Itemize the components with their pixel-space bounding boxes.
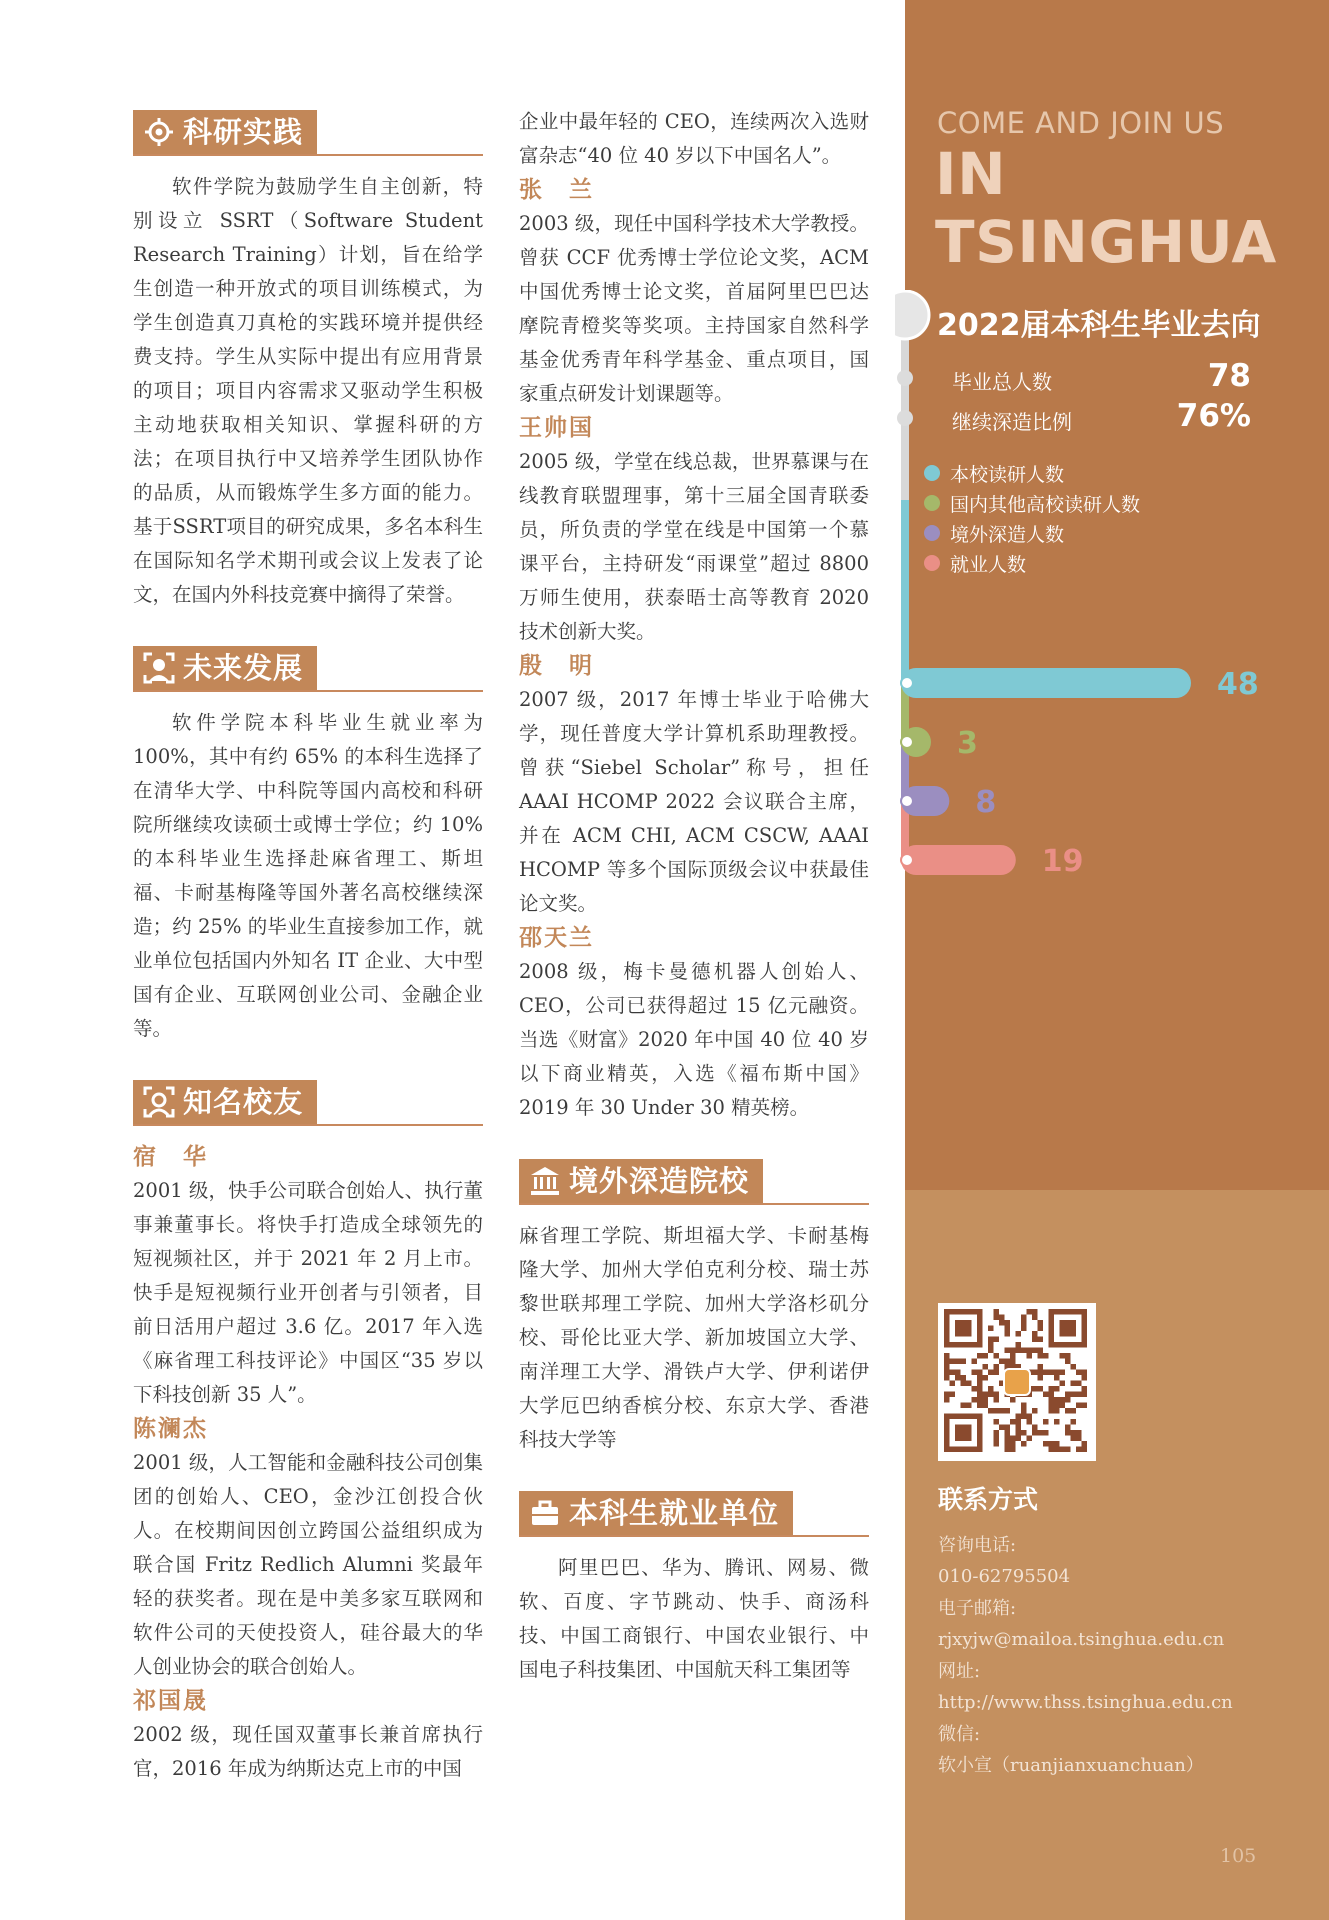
qr-module bbox=[1005, 1359, 1011, 1365]
qr-module bbox=[999, 1408, 1005, 1414]
qr-module bbox=[1010, 1419, 1016, 1425]
contact-block bbox=[938, 1484, 1318, 1782]
qr-module bbox=[950, 1392, 956, 1398]
qr-module bbox=[1060, 1403, 1066, 1409]
chart-bar-dot bbox=[901, 854, 913, 866]
qr-module bbox=[1005, 1436, 1011, 1442]
alumni-name: 宿 华 bbox=[133, 1143, 208, 1170]
qr-module bbox=[1054, 1375, 1060, 1381]
qr-module bbox=[1016, 1414, 1022, 1420]
chart-value-label: 48 bbox=[1217, 667, 1259, 702]
qr-module bbox=[988, 1392, 994, 1398]
section-header-abroad bbox=[519, 1159, 869, 1205]
qr-module bbox=[1043, 1370, 1049, 1376]
qr-module bbox=[961, 1381, 967, 1387]
qr-module bbox=[966, 1381, 972, 1387]
qr-module bbox=[1021, 1315, 1027, 1321]
qr-module bbox=[983, 1403, 989, 1409]
qr-module bbox=[994, 1419, 1000, 1425]
qr-module bbox=[950, 1359, 956, 1365]
qr-module bbox=[988, 1348, 994, 1354]
qr-module bbox=[1082, 1370, 1088, 1376]
qr-module bbox=[994, 1309, 1000, 1315]
chart-bar bbox=[901, 668, 1191, 698]
qr-module bbox=[1065, 1425, 1071, 1431]
qr-module bbox=[1038, 1337, 1044, 1343]
qr-module bbox=[1027, 1419, 1033, 1425]
section-title: 知名校友 bbox=[183, 1085, 304, 1119]
section-header-employers bbox=[519, 1491, 869, 1537]
alumni-bio-continued: 企业中最年轻的 CEO，连续两次入选财富杂志“40 位 40 岁以下中国名人”。 bbox=[519, 110, 869, 167]
qr-module bbox=[1016, 1342, 1022, 1348]
legend-item: 本校读研人数 bbox=[924, 458, 1140, 488]
qr-module bbox=[1054, 1408, 1060, 1414]
future-text: 软件学院本科毕业生就业率为100%，其中有约 65% 的本科生选择了在清华大学、中科院等国内高校和科研院所继续攻读硕士或博士学位；约 10% 的本科毕业生选择赴麻省理工、斯坦福、卡耐基梅隆等国外著名高校继续深造；约 25% 的毕业生直接参加工作，就业单位包括国内外知名 IT 企业、大中型国有企业、互联网创业公司、金融企业等。 bbox=[133, 711, 483, 1040]
section-title: 未来发展 bbox=[183, 651, 304, 685]
qr-module bbox=[1027, 1309, 1033, 1315]
chart-axis-dot bbox=[897, 370, 913, 386]
qr-module bbox=[983, 1375, 989, 1381]
qr-module bbox=[1076, 1392, 1082, 1398]
qr-module bbox=[1038, 1326, 1044, 1332]
alumni-bio: 2007 级，2017 年博士毕业于哈佛大学，现任普度大学计算机系助理教授。曾获“Siebel Scholar”称号，担任 AAAI HCOMP 2022 会议联合主席，并在 ACM CHI, ACM CSCW, AAAI HCOMP 等多个国际顶级会议中获最佳论文奖。 bbox=[519, 688, 869, 915]
alumni-name: 殷 明 bbox=[519, 652, 594, 679]
qr-module bbox=[1065, 1447, 1071, 1453]
qr-module bbox=[1043, 1430, 1049, 1436]
qr-module bbox=[1076, 1381, 1082, 1387]
alumni-name: 陈澜杰 bbox=[133, 1415, 208, 1442]
qr-module bbox=[1043, 1441, 1049, 1447]
briefcase-icon bbox=[529, 1497, 561, 1529]
qr-module bbox=[1032, 1430, 1038, 1436]
qr-module bbox=[994, 1370, 1000, 1376]
middle-column bbox=[519, 105, 869, 1687]
qr-module bbox=[1038, 1370, 1044, 1376]
qr-module bbox=[1060, 1397, 1066, 1403]
alumni-name: 祁国晟 bbox=[133, 1687, 208, 1714]
qr-module bbox=[1005, 1447, 1011, 1453]
qr-module bbox=[994, 1408, 1000, 1414]
qr-module bbox=[1021, 1326, 1027, 1332]
qr-module bbox=[1049, 1386, 1055, 1392]
qr-module bbox=[1032, 1408, 1038, 1414]
qr-module bbox=[1043, 1392, 1049, 1398]
chart-bar-dot bbox=[901, 795, 913, 807]
alumni-name: 王帅国 bbox=[519, 414, 594, 441]
qr-module bbox=[977, 1386, 983, 1392]
ratio-label: 继续深造比例 bbox=[952, 410, 1072, 434]
qr-module bbox=[944, 1375, 950, 1381]
person-target-icon bbox=[143, 652, 175, 684]
qr-module bbox=[1076, 1436, 1082, 1442]
qr-module bbox=[1005, 1425, 1011, 1431]
alumni-bio: 2005 级，学堂在线总裁，世界慕课与在线教育联盟理事，第十三届全国青联委员，所负责的学堂在线是中国第一个慕课平台，主持研发“雨课堂”超过 8800 万师生使用，获泰晤士高等教育 2020 技术创新大奖。 bbox=[519, 450, 869, 643]
alumni-bio: 2008 级，梅卡曼德机器人创始人、CEO，公司已获得超过 15 亿元融资。当选《财富》2020 年中国 40 位 40 岁以下商业精英，入选《福布斯中国》2019 年 30 Under 30 精英榜。 bbox=[519, 960, 869, 1119]
qr-module bbox=[1005, 1331, 1011, 1337]
qr-module bbox=[1010, 1436, 1016, 1442]
qr-module bbox=[1065, 1353, 1071, 1359]
qr-module bbox=[988, 1386, 994, 1392]
email-label: 电子邮箱: bbox=[938, 1597, 1017, 1619]
section-title: 本科生就业单位 bbox=[569, 1496, 780, 1530]
legend-item: 国内其他高校读研人数 bbox=[924, 488, 1140, 518]
qr-module bbox=[994, 1315, 1000, 1321]
legend-item: 就业人数 bbox=[924, 548, 1140, 578]
qr-module bbox=[994, 1337, 1000, 1343]
qr-module bbox=[1060, 1370, 1066, 1376]
qr-module bbox=[994, 1397, 1000, 1403]
qr-module bbox=[1005, 1430, 1011, 1436]
section-header-research bbox=[133, 110, 483, 156]
qr-module bbox=[1038, 1386, 1044, 1392]
person-frame-icon bbox=[143, 1086, 175, 1118]
qr-module bbox=[1010, 1353, 1016, 1359]
qr-module bbox=[972, 1359, 978, 1365]
qr-module bbox=[1071, 1436, 1077, 1442]
qr-module bbox=[977, 1381, 983, 1387]
qr-finder-core bbox=[955, 1320, 972, 1337]
alumni-bio: 2001 级，人工智能和金融科技公司创集团的创始人、CEO，金沙江创投合伙人。在校期间因创立跨国公益组织成为联合国 Fritz Redlich Alumni 奖最年轻的获奖者。现在是中美多家互联网和软件公司的天使投资人，硅谷最大的华人创业协会的联合创始人。 bbox=[133, 1451, 483, 1678]
qr-module bbox=[1010, 1348, 1016, 1354]
qr-module bbox=[1010, 1397, 1016, 1403]
section-header-future bbox=[133, 646, 483, 692]
qr-module bbox=[1049, 1403, 1055, 1409]
qr-module bbox=[1054, 1441, 1060, 1447]
qr-module bbox=[1071, 1392, 1077, 1398]
qr-module bbox=[1060, 1353, 1066, 1359]
qr-module bbox=[1065, 1408, 1071, 1414]
qr-finder-core bbox=[1060, 1320, 1077, 1337]
alumni-name: 张 兰 bbox=[519, 176, 594, 203]
qr-module bbox=[977, 1403, 983, 1409]
qr-module bbox=[1054, 1370, 1060, 1376]
qr-module bbox=[999, 1320, 1005, 1326]
qr-module bbox=[972, 1370, 978, 1376]
qr-module bbox=[1071, 1364, 1077, 1370]
qr-module bbox=[1071, 1381, 1077, 1387]
section-title: 科研实践 bbox=[183, 115, 304, 149]
qr-module bbox=[1065, 1359, 1071, 1365]
qr-module bbox=[1010, 1359, 1016, 1365]
qr-module bbox=[955, 1359, 961, 1365]
chart-axis-head bbox=[895, 291, 929, 339]
gear-people-icon bbox=[143, 116, 175, 148]
legend-item: 境外深造人数 bbox=[924, 518, 1140, 548]
qr-module bbox=[1038, 1353, 1044, 1359]
research-text: 软件学院为鼓励学生自主创新，特别设立 SSRT（Software Student Research Training）计划，旨在给学生创造一种开放式的项目训练模式，为学生创造真刀真枪的实践环境并提供经费支持。学生从实际中提出有应用背景的项目；项目内容需求又驱动学生积极主动地获取相关知识、掌握科研的方法；在项目执行中又培养学生团队协作的品质，从而锻炼学生多方面的能力。基于SSRT项目的研究成果，多名本科生在国际知名学术期刊或会议上发表了论文，在国内外科技竞赛中摘得了荣誉。 bbox=[133, 175, 483, 606]
qr-module bbox=[983, 1397, 989, 1403]
chart-axis-dot bbox=[897, 410, 913, 426]
qr-module bbox=[1016, 1419, 1022, 1425]
qr-module bbox=[1021, 1441, 1027, 1447]
qr-module bbox=[1060, 1381, 1066, 1387]
qr-module bbox=[1016, 1348, 1022, 1354]
qr-module bbox=[1032, 1337, 1038, 1343]
qr-module bbox=[944, 1392, 950, 1398]
qr-module bbox=[1076, 1370, 1082, 1376]
qr-module bbox=[988, 1326, 994, 1332]
qr-module bbox=[999, 1359, 1005, 1365]
qr-module bbox=[1049, 1392, 1055, 1398]
qr-module bbox=[1038, 1375, 1044, 1381]
qr-module bbox=[966, 1403, 972, 1409]
qr-module bbox=[1038, 1430, 1044, 1436]
web-label: 网址: bbox=[938, 1660, 981, 1682]
qr-module bbox=[1032, 1315, 1038, 1321]
qr-module bbox=[994, 1364, 1000, 1370]
qr-module bbox=[950, 1370, 956, 1376]
total-label: 毕业总人数 bbox=[952, 370, 1052, 394]
qr-module bbox=[950, 1381, 956, 1387]
qr-module bbox=[1005, 1348, 1011, 1354]
qr-module bbox=[944, 1370, 950, 1376]
qr-module bbox=[988, 1342, 994, 1348]
qr-module bbox=[1016, 1425, 1022, 1431]
qr-module bbox=[972, 1397, 978, 1403]
qr-module bbox=[977, 1392, 983, 1398]
qr-module bbox=[1021, 1408, 1027, 1414]
qr-module bbox=[983, 1353, 989, 1359]
qr-module bbox=[1071, 1419, 1077, 1425]
phone-label: 咨询电话: bbox=[938, 1534, 1017, 1556]
qr-module bbox=[961, 1375, 967, 1381]
chart-bar-dot bbox=[901, 677, 913, 689]
qr-module bbox=[1016, 1436, 1022, 1442]
qr-module bbox=[1049, 1397, 1055, 1403]
qr-module bbox=[1010, 1447, 1016, 1453]
qr-module bbox=[1065, 1430, 1071, 1436]
qr-module bbox=[1038, 1320, 1044, 1326]
qr-module bbox=[1021, 1320, 1027, 1326]
qr-module bbox=[1043, 1353, 1049, 1359]
qr-module bbox=[1032, 1348, 1038, 1354]
qr-module bbox=[1038, 1348, 1044, 1354]
qr-module bbox=[1054, 1447, 1060, 1453]
qr-module bbox=[1076, 1403, 1082, 1409]
qr-module bbox=[999, 1315, 1005, 1321]
stats-title: 2022届本科生毕业去向 bbox=[937, 308, 1261, 343]
chart-value-label: 3 bbox=[957, 726, 978, 761]
qr-module bbox=[994, 1430, 1000, 1436]
qr-module bbox=[1021, 1414, 1027, 1420]
qr-module bbox=[1032, 1309, 1038, 1315]
qr-module bbox=[1082, 1392, 1088, 1398]
qr-module bbox=[1005, 1326, 1011, 1332]
section-header-alumni bbox=[133, 1080, 483, 1126]
qr-module bbox=[1027, 1414, 1033, 1420]
qr-module bbox=[961, 1403, 967, 1409]
total-value: 78 bbox=[1207, 358, 1251, 394]
qr-module bbox=[1038, 1364, 1044, 1370]
phone-value: 010-62795504 bbox=[938, 1566, 1071, 1587]
qr-module bbox=[1082, 1375, 1088, 1381]
qr-module bbox=[944, 1397, 950, 1403]
abroad-text: 麻省理工学院、斯坦福大学、卡耐基梅隆大学、加州大学伯克利分校、瑞士苏黎世联邦理工学院、加州大学洛杉矶分校、哥伦比亚大学、新加坡国立大学、南洋理工大学、滑铁卢大学、伊利诺伊大学厄巴纳香槟分校、东京大学、香港科技大学等 bbox=[519, 1224, 869, 1451]
qr-module bbox=[1054, 1403, 1060, 1409]
qr-module bbox=[1049, 1370, 1055, 1376]
chart-value-label: 19 bbox=[1041, 844, 1084, 879]
qr-module bbox=[1032, 1370, 1038, 1376]
destination-chart bbox=[895, 290, 1329, 890]
qr-code bbox=[938, 1303, 1096, 1461]
qr-module bbox=[1032, 1425, 1038, 1431]
qr-module bbox=[1082, 1386, 1088, 1392]
qr-module bbox=[1065, 1397, 1071, 1403]
qr-module bbox=[1010, 1441, 1016, 1447]
chart-bar bbox=[901, 845, 1016, 875]
qr-module bbox=[955, 1375, 961, 1381]
section-title: 境外深造院校 bbox=[569, 1164, 750, 1198]
qr-module bbox=[1043, 1419, 1049, 1425]
qr-module bbox=[994, 1353, 1000, 1359]
qr-module bbox=[1027, 1348, 1033, 1354]
qr-module bbox=[994, 1441, 1000, 1447]
qr-module bbox=[1049, 1441, 1055, 1447]
left-column bbox=[133, 110, 483, 1786]
qr-module bbox=[944, 1353, 950, 1359]
qr-module bbox=[1032, 1386, 1038, 1392]
qr-module bbox=[1032, 1331, 1038, 1337]
qr-module bbox=[1082, 1403, 1088, 1409]
qr-module bbox=[1005, 1408, 1011, 1414]
qr-module bbox=[1082, 1447, 1088, 1453]
qr-module bbox=[1027, 1436, 1033, 1442]
qr-module bbox=[988, 1370, 994, 1376]
qr-module bbox=[1054, 1419, 1060, 1425]
qr-module bbox=[988, 1408, 994, 1414]
qr-module bbox=[988, 1337, 994, 1343]
employers-text: 阿里巴巴、华为、腾讯、网易、微软、百度、字节跳动、快手、商汤科技、中国工商银行、中国农业银行、中国电子科技集团、中国航天科工集团等 bbox=[519, 1556, 869, 1681]
alumni-bio: 2003 级，现任中国科学技术大学教授。曾获 CCF 优秀博士学位论文奖，ACM 中国优秀博士论文奖，首届阿里巴巴达摩院青橙奖等奖项。主持国家自然科学基金优秀青年科学基金、重点项目，国家重点研发计划课题等。 bbox=[519, 212, 869, 405]
qr-module bbox=[1060, 1447, 1066, 1453]
chart-bar-dot bbox=[901, 736, 913, 748]
qr-module bbox=[1082, 1441, 1088, 1447]
qr-module bbox=[983, 1392, 989, 1398]
chart-value-label: 8 bbox=[975, 785, 997, 820]
qr-module bbox=[994, 1392, 1000, 1398]
web-link[interactable]: http://www.thss.tsinghua.edu.cn bbox=[938, 1692, 1233, 1713]
qr-module bbox=[1049, 1408, 1055, 1414]
qr-module bbox=[955, 1370, 961, 1376]
qr-module bbox=[1054, 1397, 1060, 1403]
qr-module bbox=[1021, 1403, 1027, 1409]
alumni-bio: 2002 级，现任国双董事长兼首席执行官，2016 年成为纳斯达克上市的中国 bbox=[133, 1723, 483, 1780]
alumni-name: 邵天兰 bbox=[519, 924, 594, 951]
qr-module bbox=[944, 1359, 950, 1365]
qr-module bbox=[1065, 1392, 1071, 1398]
qr-module bbox=[977, 1375, 983, 1381]
qr-module bbox=[1016, 1331, 1022, 1337]
qr-module bbox=[977, 1397, 983, 1403]
qr-module bbox=[1071, 1430, 1077, 1436]
qr-module bbox=[999, 1425, 1005, 1431]
qr-logo bbox=[1004, 1369, 1030, 1395]
qr-module bbox=[944, 1364, 950, 1370]
qr-module bbox=[1005, 1320, 1011, 1326]
contact-title: 联系方式 bbox=[938, 1485, 1039, 1514]
qr-module bbox=[1021, 1348, 1027, 1354]
email-value[interactable]: rjxyjw@mailoa.tsinghua.edu.cn bbox=[938, 1629, 1225, 1650]
qr-module bbox=[972, 1386, 978, 1392]
qr-finder-core bbox=[955, 1425, 972, 1442]
qr-module bbox=[1071, 1408, 1077, 1414]
qr-module bbox=[977, 1353, 983, 1359]
ratio-value: 76% bbox=[1176, 398, 1251, 434]
qr-module bbox=[1016, 1430, 1022, 1436]
alumni-bio: 2001 级，快手公司联合创始人、执行董事兼董事长。将快手打造成全球领先的短视频社区，并于 2021 年 2 月上市。快手是短视频行业开创者与引领者，目前日活用户超过 3.6 亿。2017 年入选《麻省理工科技评论》中国区“35 岁以下科技创新 35 人”。 bbox=[133, 1179, 483, 1406]
qr-module bbox=[1049, 1447, 1055, 1453]
wechat-value: 软小宣（ruanjianxuanchuan） bbox=[938, 1755, 1204, 1776]
building-icon bbox=[529, 1165, 561, 1197]
qr-module bbox=[994, 1436, 1000, 1442]
qr-module bbox=[1021, 1430, 1027, 1436]
qr-module bbox=[1054, 1386, 1060, 1392]
page-number: 105 bbox=[1220, 1845, 1257, 1867]
join-line-2: IN TSINGHUA bbox=[935, 140, 1277, 276]
qr-module bbox=[1076, 1447, 1082, 1453]
qr-module bbox=[1027, 1353, 1033, 1359]
qr-module bbox=[977, 1370, 983, 1376]
qr-module bbox=[1076, 1430, 1082, 1436]
qr-module bbox=[961, 1359, 967, 1365]
wechat-label: 微信: bbox=[938, 1723, 981, 1745]
qr-module bbox=[983, 1364, 989, 1370]
qr-module bbox=[1005, 1441, 1011, 1447]
join-line-1: COME AND JOIN US bbox=[937, 106, 1225, 140]
